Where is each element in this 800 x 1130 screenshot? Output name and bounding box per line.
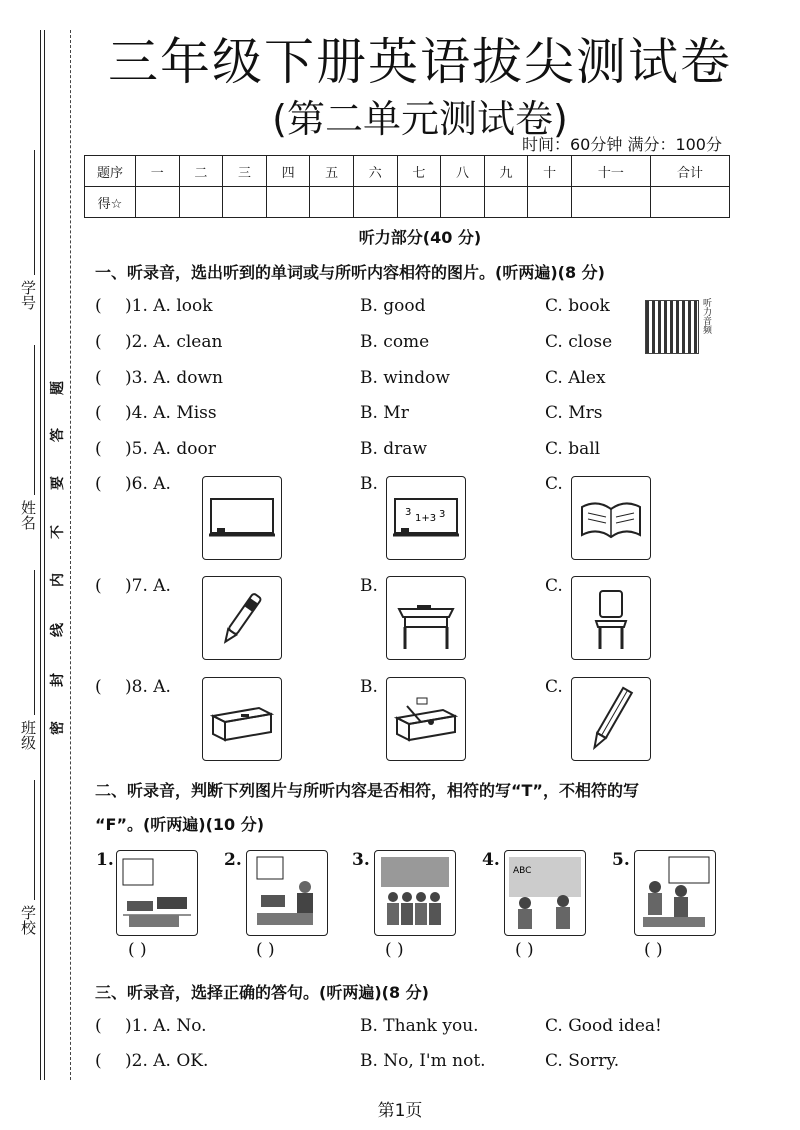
option-c: C. Alex (545, 368, 606, 388)
question-row (95, 403, 735, 429)
open-book-icon[interactable] (571, 476, 651, 560)
classroom-picture-icon[interactable] (634, 850, 716, 936)
score-cell: 题序 (85, 156, 136, 187)
seal-char: 答 (50, 428, 66, 442)
answer-blank[interactable]: ( (95, 576, 102, 596)
picture-number: 5. (612, 850, 630, 870)
true-false-blank[interactable]: ( ) (128, 940, 147, 960)
option-c: C. Mrs (545, 403, 603, 423)
question-row (95, 368, 735, 394)
option-a: )3. A. down (125, 368, 223, 388)
seal-char: 线 (50, 623, 66, 637)
option-a: )4. A. Miss (125, 403, 217, 423)
option-b: B. Thank you. (360, 1016, 479, 1036)
score-cell: 二 (179, 156, 223, 187)
option-c-label: C. (545, 576, 563, 596)
answer-blank[interactable]: ( (95, 332, 102, 352)
name-blank[interactable] (34, 345, 35, 495)
option-a-label: )8. A. (125, 677, 171, 697)
option-b: B. good (360, 296, 426, 316)
blank-blackboard-icon[interactable] (202, 476, 282, 560)
picture-number: 1. (96, 850, 114, 870)
score-cell: 八 (441, 156, 485, 187)
time-info: 时间：60分钟 满分：100分 (522, 135, 722, 154)
option-a: )2. A. OK. (125, 1051, 209, 1071)
score-input-cell[interactable] (353, 187, 397, 218)
option-b-label: B. (360, 576, 378, 596)
option-a: )1. A. No. (125, 1016, 207, 1036)
answer-blank[interactable]: ( (95, 296, 102, 316)
answer-blank[interactable]: ( (95, 1051, 102, 1071)
score-cell: 七 (397, 156, 441, 187)
score-input-cell[interactable] (179, 187, 223, 218)
question-row (95, 439, 735, 465)
question-row (95, 296, 735, 322)
part2-title-line2: “F”。(听两遍)(10 分) (95, 815, 265, 834)
score-cell: 六 (353, 156, 397, 187)
option-a: )5. A. door (125, 439, 216, 459)
seal-char: 密 (50, 721, 66, 735)
score-input-cell[interactable] (571, 187, 650, 218)
score-input-cell[interactable] (441, 187, 485, 218)
answer-blank[interactable]: ( (95, 474, 102, 494)
score-table (84, 155, 730, 218)
students-picture-icon[interactable] (374, 850, 456, 936)
answer-blank[interactable]: ( (95, 368, 102, 388)
answer-blank[interactable]: ( (95, 677, 102, 697)
student-no-label: 学号 (19, 280, 37, 310)
school-blank[interactable] (34, 780, 35, 900)
classroom-picture-icon[interactable] (246, 850, 328, 936)
open-pencil-box-icon[interactable] (386, 677, 466, 761)
svg-text:3: 3 (439, 509, 446, 520)
score-header-row (85, 156, 730, 187)
score-cell: 十一 (571, 156, 650, 187)
qr-label: 听力音频 (701, 298, 711, 334)
teacher-picture-icon[interactable] (504, 850, 586, 936)
option-a: )2. A. clean (125, 332, 223, 352)
question-row (95, 1051, 735, 1077)
score-input-cell[interactable] (484, 187, 528, 218)
true-false-blank[interactable]: ( ) (385, 940, 404, 960)
answer-blank[interactable]: ( (95, 403, 102, 423)
option-c: C. close (545, 332, 613, 352)
question-row (95, 332, 735, 358)
score-input-cell[interactable] (528, 187, 572, 218)
seal-char: 题 (50, 381, 66, 395)
score-cell: 十 (528, 156, 572, 187)
score-cell: 四 (266, 156, 310, 187)
score-input-cell[interactable] (136, 187, 180, 218)
score-cell: 五 (310, 156, 354, 187)
option-c-label: C. (545, 677, 563, 697)
score-label-cell: 得☆ (85, 187, 136, 218)
option-c: C. ball (545, 439, 601, 459)
svg-text:1+3: 1+3 (415, 513, 437, 524)
classroom-picture-icon[interactable] (116, 850, 198, 936)
answer-blank[interactable]: ( (95, 1016, 102, 1036)
page-number: 第1页 (377, 1101, 423, 1121)
answer-blank[interactable]: ( (95, 439, 102, 459)
part2-title-line1: 二、听录音，判断下列图片与所听内容是否相符，相符的写“T”，不相符的写 (95, 781, 639, 800)
option-b: B. draw (360, 439, 427, 459)
score-input-cell[interactable] (397, 187, 441, 218)
option-b-label: B. (360, 474, 378, 494)
picture-number: 4. (482, 850, 500, 870)
option-c-label: C. (545, 474, 563, 494)
school-label: 学校 (19, 905, 37, 935)
true-false-blank[interactable]: ( ) (256, 940, 275, 960)
question-row (95, 1016, 735, 1042)
option-b: B. window (360, 368, 450, 388)
option-a-label: )7. A. (125, 576, 171, 596)
score-cell: 合计 (650, 156, 729, 187)
picture-number: 2. (224, 850, 242, 870)
option-a: )1. A. look (125, 296, 213, 316)
option-b-label: B. (360, 677, 378, 697)
name-label: 姓名 (19, 500, 37, 530)
score-input-cell[interactable] (650, 187, 729, 218)
part3-title: 三、听录音，选择正确的答句。(听两遍)(8 分) (95, 983, 429, 1002)
true-false-blank[interactable]: ( ) (515, 940, 534, 960)
option-a-label: )6. A. (125, 474, 171, 494)
score-input-cell[interactable] (223, 187, 267, 218)
option-b: B. come (360, 332, 430, 352)
page-subtitle: (第二单元测试卷) (272, 97, 568, 141)
pen-icon[interactable] (202, 576, 282, 660)
score-value-row (85, 187, 730, 218)
picture-number: 3. (352, 850, 370, 870)
part1-title: 一、听录音，选出听到的单词或与所听内容相符的图片。(听两遍)(8 分) (95, 263, 605, 282)
svg-text:ABC: ABC (513, 866, 532, 876)
class-label: 班级 (19, 720, 37, 750)
page-title: 三年级下册英语拔尖测试卷 (108, 33, 732, 91)
score-cell: 一 (136, 156, 180, 187)
class-blank[interactable] (34, 570, 35, 715)
closed-pencil-box-icon[interactable] (202, 677, 282, 761)
seal-char: 不 (50, 525, 66, 539)
seal-char: 要 (50, 476, 66, 490)
seal-char: 封 (50, 673, 66, 687)
score-cell: 九 (484, 156, 528, 187)
seal-char: 内 (50, 573, 66, 587)
option-b: B. No, I'm not. (360, 1051, 486, 1071)
desk-icon[interactable] (386, 576, 466, 660)
chair-icon[interactable] (571, 576, 651, 660)
student-no-blank[interactable] (34, 150, 35, 275)
true-false-blank[interactable]: ( ) (644, 940, 663, 960)
math-blackboard-icon[interactable] (386, 476, 466, 560)
pencil-icon[interactable] (571, 677, 651, 761)
option-c: C. Good idea! (545, 1016, 662, 1036)
option-b: B. Mr (360, 403, 409, 423)
score-input-cell[interactable] (310, 187, 354, 218)
svg-text:3: 3 (405, 507, 412, 518)
listening-header: 听力部分(40 分) (358, 228, 482, 247)
option-c: C. book (545, 296, 610, 316)
score-cell: 三 (223, 156, 267, 187)
score-input-cell[interactable] (266, 187, 310, 218)
option-c: C. Sorry. (545, 1051, 620, 1071)
